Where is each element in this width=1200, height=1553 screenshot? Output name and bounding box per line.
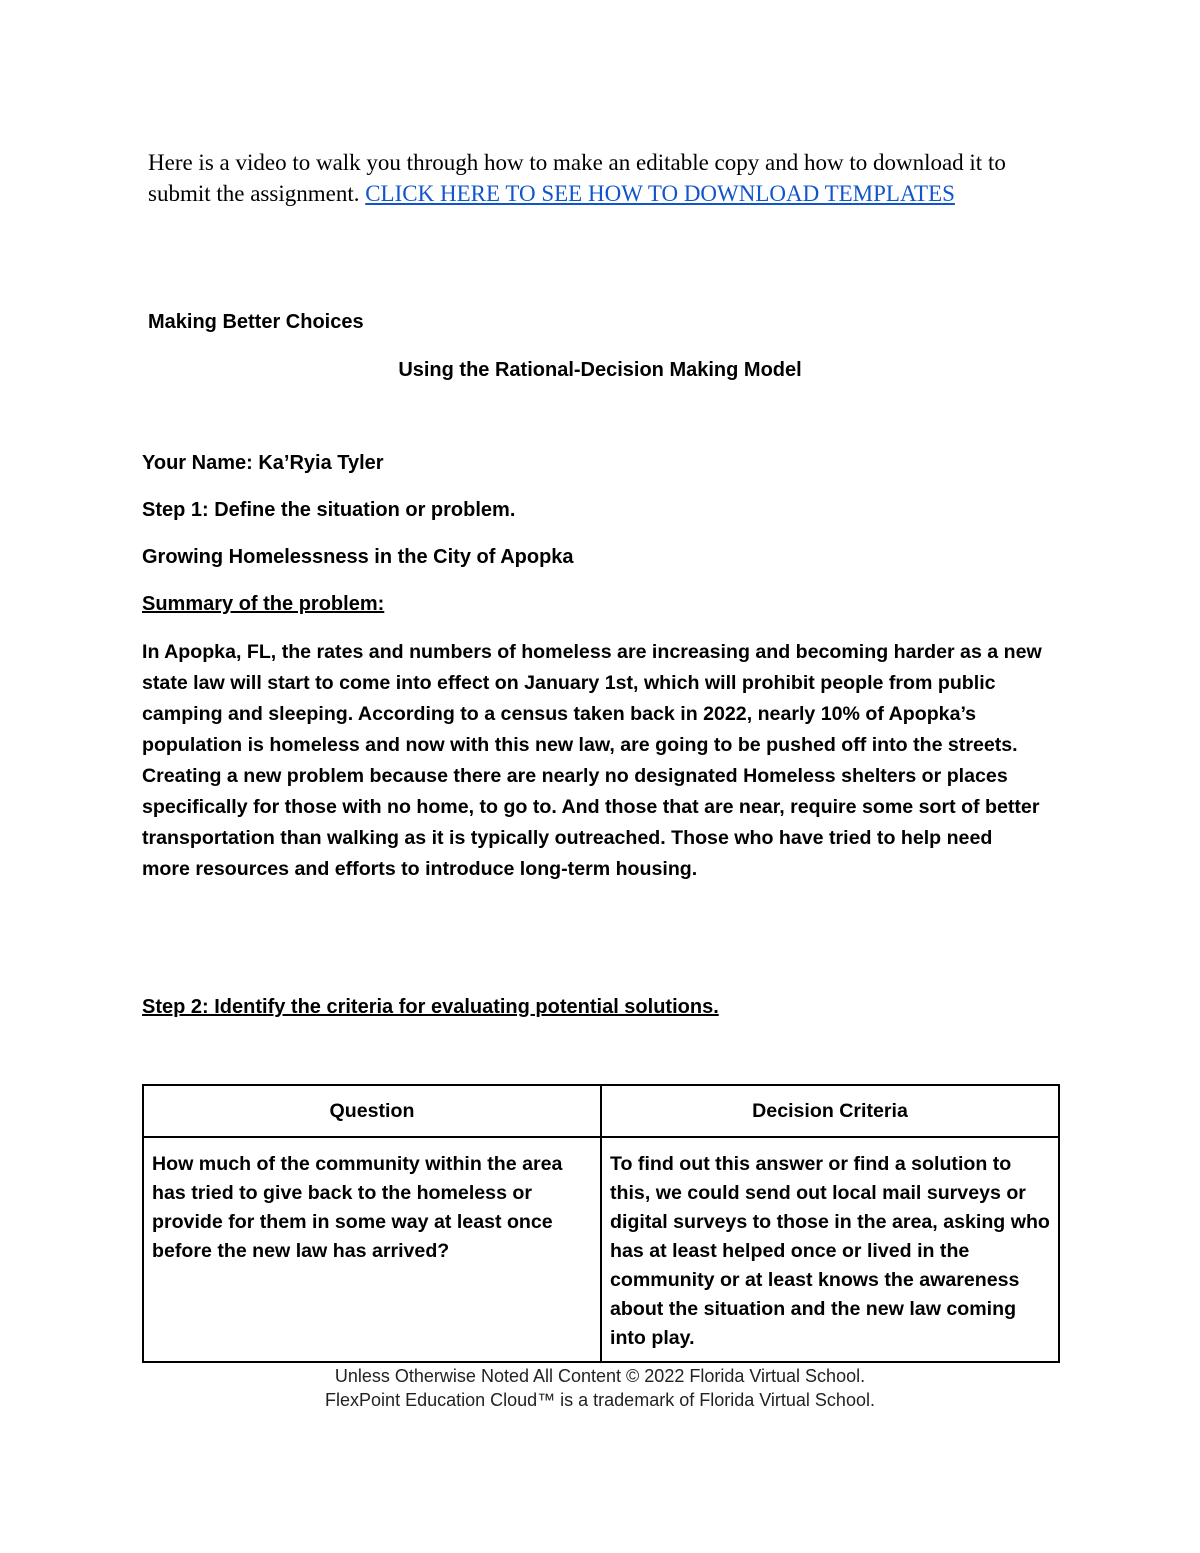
table-header-row (143, 1085, 1059, 1137)
step2-heading: Step 2: Identify the criteria for evaluating potential solutions. (142, 996, 719, 1018)
copyright-line: Unless Otherwise Noted All Content © 2022 Florida Virtual School. (334, 1366, 866, 1386)
summary-label: Summary of the problem: (142, 593, 385, 615)
student-name-line: Your Name: Ka’Ryia Tyler (142, 452, 384, 474)
document-title: Making Better Choices (148, 311, 364, 333)
page-footer (0, 1364, 1200, 1412)
download-templates-link[interactable]: CLICK HERE TO SEE HOW TO DOWNLOAD TEMPLATES (365, 181, 955, 206)
summary-paragraph: In Apopka, FL, the rates and numbers of homeless are increasing and becoming harder as a new state law will start to come into effect on January 1st, which will prohibit people from public camping and sleeping. According to a census taken back in 2022, nearly 10% of Apopka’s population is homeless and now with this new law, are going to be pushed off into the streets. Creating a new problem because there are nearly no designated Homeless shelters or places specifically for those with no home, to go to. And those that are near, require some sort of better transportation than walking as it is typically outreached. Those who have tried to help need more resources and efforts to introduce long-term housing. (142, 641, 1042, 880)
column-header-decision-criteria: Decision Criteria (601, 1085, 1059, 1137)
step1-heading: Step 1: Define the situation or problem. (142, 499, 516, 521)
intro-paragraph (148, 147, 1068, 209)
question-text: How much of the community within the area has tried to give back to the homeless or provide for them in some way at least once before the new law has arrived? (152, 1153, 563, 1262)
problem-title: Growing Homelessness in the City of Apopka (142, 546, 574, 568)
criteria-text: To find out this answer or find a solution to this, we could send out local mail surveys or digital surveys to those in the area, asking who has at least helped once or lived in the community or at least knows the awareness about the situation and the new law coming into play. (610, 1153, 1050, 1349)
table-row (143, 1137, 1059, 1362)
criteria-table (142, 1084, 1060, 1363)
trademark-line: FlexPoint Education Cloud™ is a trademark of Florida Virtual School. (325, 1390, 875, 1410)
criteria-cell (601, 1137, 1059, 1362)
question-cell (143, 1137, 601, 1362)
document-subtitle: Using the Rational-Decision Making Model (398, 359, 802, 381)
column-header-question: Question (143, 1085, 601, 1137)
intro-text: Here is a video to walk you through how to make an editable copy and how to download it to submit the assignment. (148, 150, 1006, 206)
